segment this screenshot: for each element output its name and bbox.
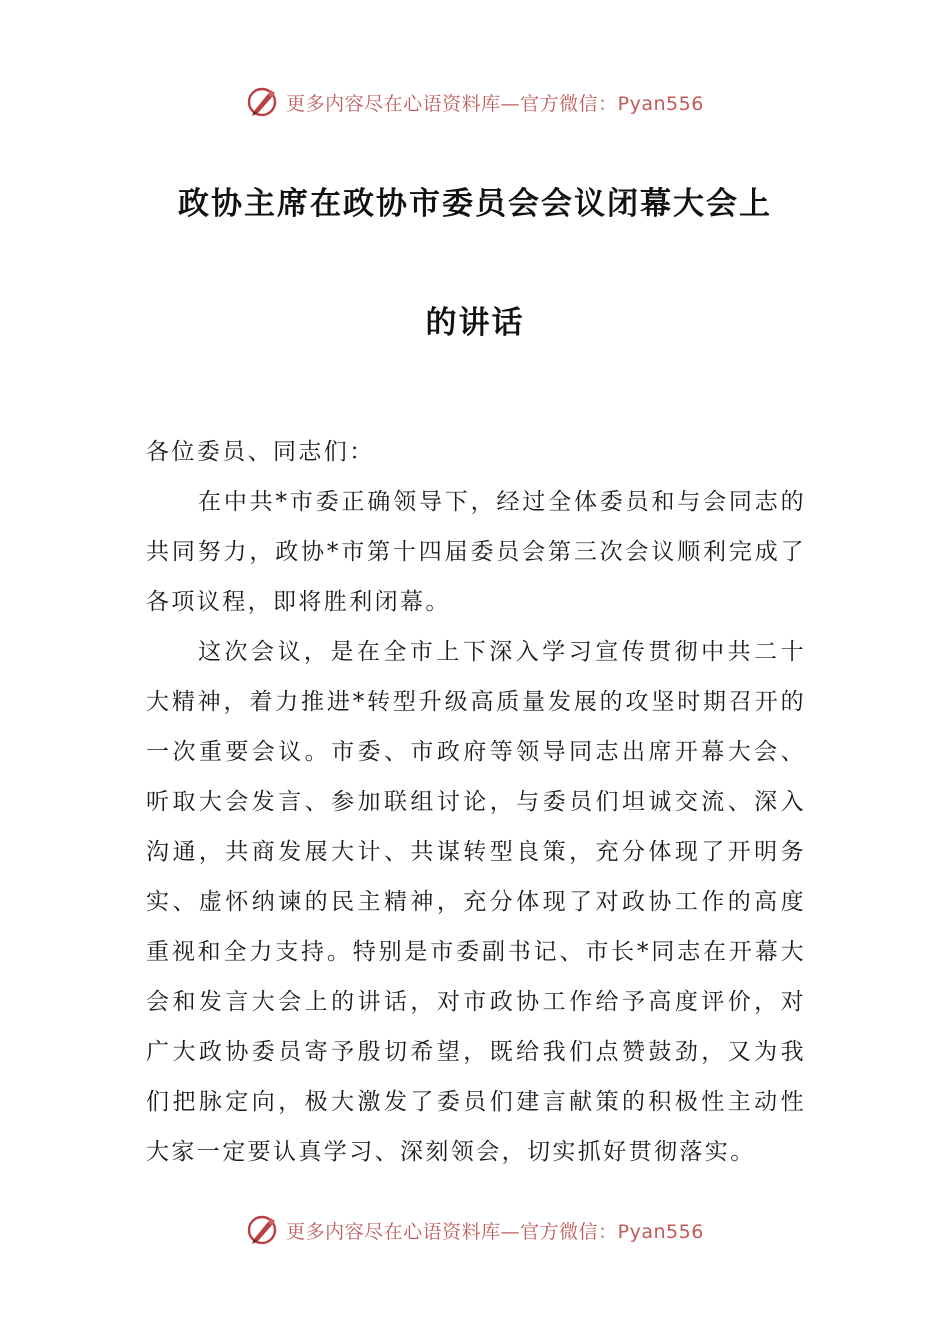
banner-text bbox=[286, 89, 704, 116]
banner-text bbox=[286, 1217, 704, 1244]
banner-wechat-id: Pyan556 bbox=[617, 92, 704, 115]
banner-wechat-id: Pyan556 bbox=[617, 1220, 704, 1243]
speech-body bbox=[146, 427, 806, 1177]
paragraph-1: 在中共*市委正确领导下，经过全体委员和与会同志的共同努力，政协*市第十四届委员会第三次会议顺利完成了各项议程，即将胜利闭幕。 bbox=[146, 489, 806, 615]
page-title-line-1: 政协主席在政协市委员会会议闭幕大会上 bbox=[178, 186, 772, 222]
pen-logo-icon bbox=[246, 1213, 280, 1247]
banner-text-cn: 更多内容尽在心语资料库—官方微信： bbox=[286, 92, 618, 115]
paragraph-2: 这次会议，是在全市上下深入学习宣传贯彻中共二十大精神，着力推进*转型升级高质量发展的攻坚时期召开的一次重要会议。市委、市政府等领导同志出席开幕大会、听取大会发言、参加联组讨论，与委员们坦诚交流、深入沟通，共商发展大计、共谋转型良策，充分体现了开明务实、虚怀纳谏的民主精神，充分体现了对政协工作的高度重视和全力支持。特别是市委副书记、市长*同志在开幕大会和发言大会上的讲话，对市政协工作给予高度评价，对广大政协委员寄予殷切希望，既给我们点赞鼓劲，又为我们把脉定向，极大激发了委员们建言献策的积极性主动性大家一定要认真学习、深刻领会，切实抓好贯彻落实。 bbox=[146, 639, 806, 1165]
footer-banner bbox=[0, 1208, 950, 1252]
banner-text-cn: 更多内容尽在心语资料库—官方微信： bbox=[286, 1220, 618, 1243]
pen-logo-icon bbox=[246, 85, 280, 119]
header-banner bbox=[0, 80, 950, 124]
page-title-line-2: 的讲话 bbox=[425, 305, 525, 341]
salutation: 各位委员、同志们： bbox=[146, 439, 375, 465]
